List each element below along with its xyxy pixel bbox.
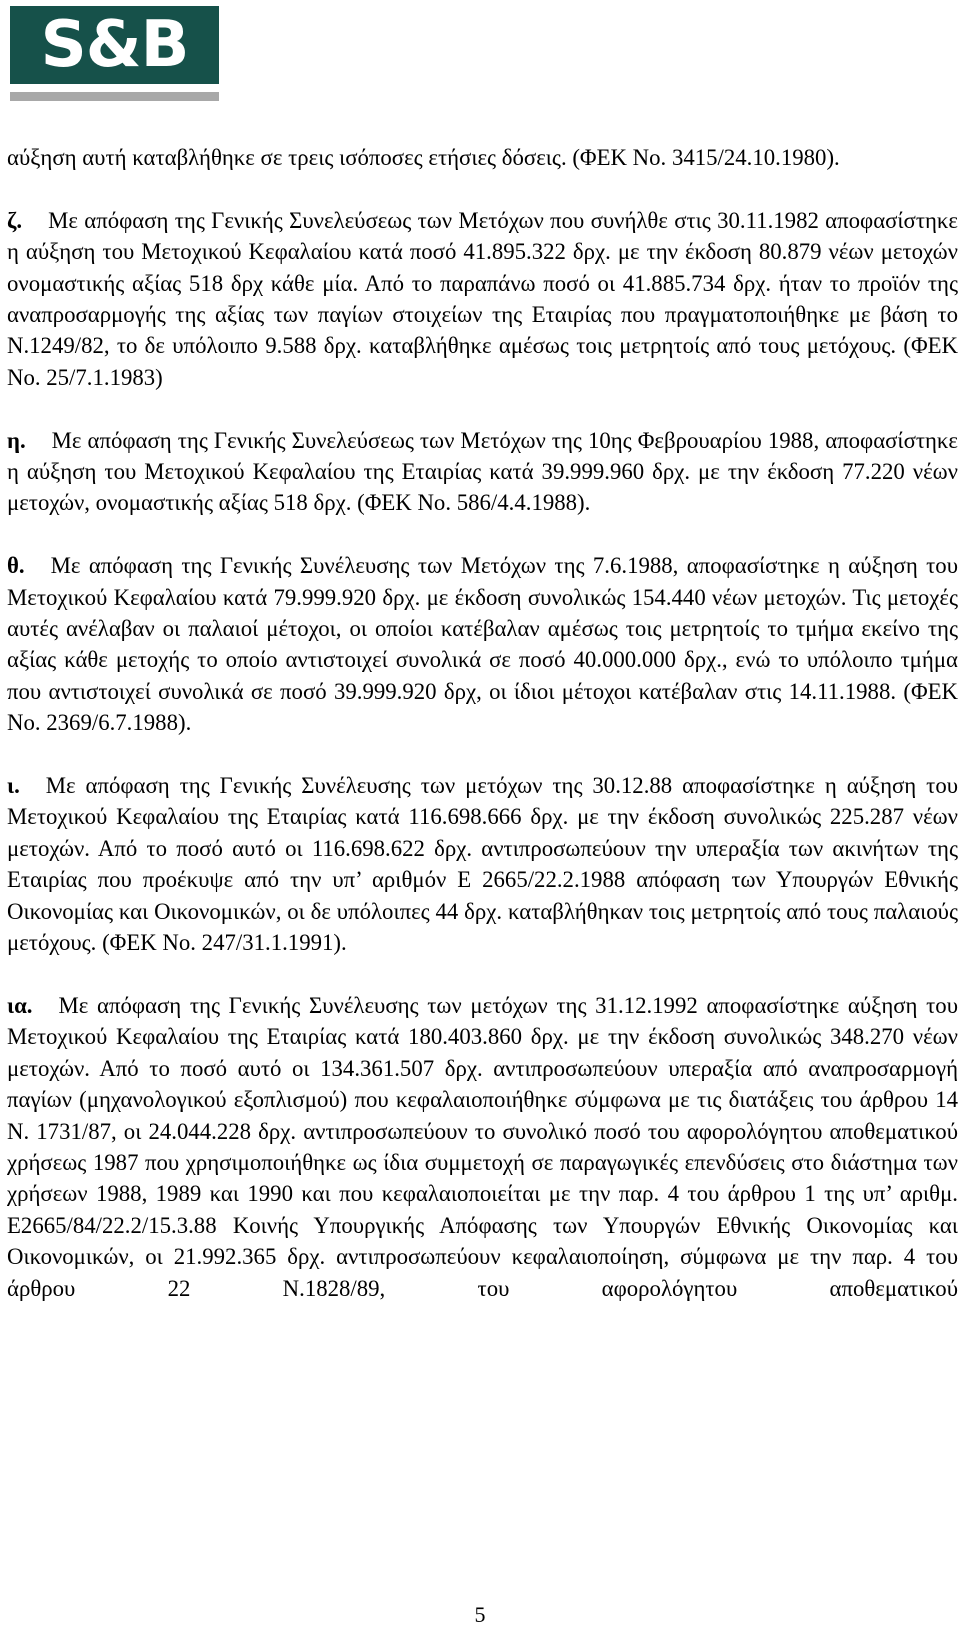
paragraph-text: Με απόφαση της Γενικής Συνελεύσεως των Μετόχων που συνήλθε στις 30.11.1982 αποφασίστηκε η αύξηση του Μετοχικού Κεφαλαίου κατά ποσό 41.895.322 δρχ. με την έκδοση 80.879 νέων μετοχών ονομαστικής αξίας 518 δρχ κάθε μία. Από το παραπάνω ποσό οι 41.885.734 δρχ. ήταν το προϊόν της αναπροσαρμογής της αξίας των παγίων στοιχείων της Εταιρίας που πραγματοποιήθηκε με βάση το Ν.1249/82, το δε υπόλοιπο 9.588 δρχ. καταβλήθηκε αμέσως τοις μετρητοίς από τους μετόχους. (ΦΕΚ Νο. 25/7.1.1983): [7, 207, 958, 390]
paragraph-iota-alpha: [7, 990, 958, 1304]
page-number: 5: [474, 1602, 486, 1627]
paragraph-marker: ια.: [7, 992, 33, 1018]
paragraph-text: Με απόφαση της Γενικής Συνελεύσεως των Μετόχων της 10ης Φεβρουαρίου 1988, αποφασίστηκε η αύξηση του Μετοχικού Κεφαλαίου της Εταιρίας κατά 39.999.960 δρχ. με την έκδοση 77.220 νέων μετοχών, ονομαστικής αξίας 518 δρχ. (ΦΕΚ Νο. 586/4.4.1988).: [7, 427, 958, 516]
paragraph-theta: [7, 550, 958, 738]
paragraph-continuation: [7, 142, 958, 173]
paragraph-marker: ζ.: [7, 207, 23, 233]
company-logo: [10, 6, 219, 102]
paragraph-zeta: [7, 205, 958, 393]
paragraph-text: αύξηση αυτή καταβλήθηκε σε τρεις ισόποσες ετήσιες δόσεις. (ΦΕΚ Νο. 3415/24.10.1980).: [7, 145, 840, 170]
paragraph-marker: η.: [7, 427, 26, 453]
paragraph-text: Με απόφαση της Γενικής Συνέλευσης των μετόχων της 31.12.1992 αποφασίστηκε αύξηση του Μετοχικού Κεφαλαίου της Εταιρίας κατά 180.403.860 δρχ. με την έκδοση συνολικώς 348.270 νέων μετοχών. Από το ποσό αυτό οι 134.361.507 δρχ. αντιπροσωπεύουν υπεραξία από αναπροσαρμογή παγίων (μηχανολογικού εξοπλισμού) που κεφαλαιοποιήθηκε σύμφωνα με τις διατάξεις του άρθρου 14 Ν. 1731/87, οι 24.044.228 δρχ. αντιπροσωπεύουν το συνολικό ποσό του αφορολόγητου αποθεματικού χρήσεως 1987 που χρησιμοποιήθηκε ως ίδια συμμετοχή σε παραγωγικές επενδύσεις στο διάστημα των χρήσεων 1988, 1989 και 1990 και που κεφαλαιοποιείται με την παρ. 4 του άρθρου 1 της υπ’ αριθμ. Ε2665/84/22.2/15.3.88 Κοινής Υπουργικής Απόφασης των Υπουργών Εθνικής Οικονομίας και Οικονομικών, οι 21.992.365 δρχ. αντιπροσωπεύουν κεφαλαιοποίηση, σύμφωνα με την παρ. 4 του άρθρου 22 Ν.1828/89, του αφορολόγητου αποθεματικού: [7, 992, 958, 1301]
paragraph-iota: [7, 770, 958, 958]
paragraph-marker: θ.: [7, 553, 25, 579]
paragraph-marker: ι.: [7, 773, 20, 799]
paragraph-eta: [7, 425, 958, 519]
paragraph-text: Με απόφαση της Γενικής Συνέλευσης των Μετόχων της 7.6.1988, αποφασίστηκε η αύξηση του Μετοχικού Κεφαλαίου κατά 79.999.920 δρχ. με έκδοση συνολικώς 154.440 νέων μετοχών. Τις μετοχές αυτές ανέλαβαν οι παλαιοί μέτοχοι, οι οποίοι κατέβαλαν αμέσως τοις μετρητοίς το τμήμα εκείνο της αξίας κάθε μετοχής το οποίο αντιστοιχεί συνολικά σε ποσό 40.000.000 δρχ., ενώ το υπόλοιπο τμήμα που αντιστοιχεί συνολικά σε ποσό 39.999.920 δρχ, οι ίδιοι μέτοχοι κατέβαλαν στις 14.11.1988. (ΦΕΚ Νο. 2369/6.7.1988).: [7, 553, 958, 736]
logo-text: S&B: [40, 8, 189, 82]
paragraph-text: Με απόφαση της Γενικής Συνέλευσης των μετόχων της 30.12.88 αποφασίστηκε η αύξηση του Μετοχικού Κεφαλαίου της Εταιρίας κατά 116.698.666 δρχ. με την έκδοση συνολικώς 225.287 νέων μετοχών. Από το ποσό αυτό οι 116.698.622 δρχ. αντιπροσωπεύουν την υπεραξία των ακινήτων της Εταιρίας που προέκυψε από την υπ’ αριθμόν Ε 2665/22.2.1988 απόφαση των Υπουργών Εθνικής Οικονομίας και Οικονομικών, οι δε υπόλοιπες 44 δρχ. καταβλήθηκαν τοις μετρητοίς από τους παλαιούς μετόχους. (ΦΕΚ Νο. 247/31.1.1991).: [7, 773, 958, 956]
logo-underline-bar: [10, 92, 219, 101]
document-body: [7, 142, 958, 1304]
